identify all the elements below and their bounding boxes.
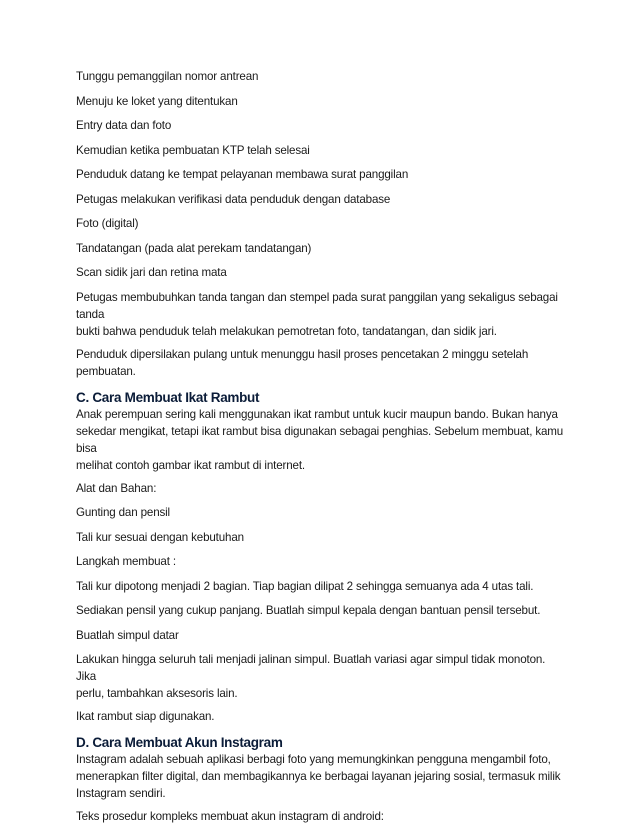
langkah-step: Sediakan pensil yang cukup panjang. Buatlah simpul kepala dengan bantuan pensil tersebut. xyxy=(76,604,541,617)
paragraph-pulang: Penduduk dipersilakan pulang untuk menunggu hasil proses pencetakan 2 minggu setelah pembuatan. xyxy=(76,347,529,378)
paragraph-line: Instagram sendiri. xyxy=(76,787,166,800)
step-line: Scan sidik jari dan retina mata xyxy=(76,266,227,279)
section-d-heading: D. Cara Membuat Akun Instagram xyxy=(76,735,283,750)
alat-label: Alat dan Bahan: xyxy=(76,481,157,495)
langkah-step: Buatlah simpul datar xyxy=(76,628,179,642)
final-line: Ikat rambut siap digunakan. xyxy=(76,710,215,723)
closing-line: Teks prosedur kompleks membuat akun instagram di android: xyxy=(76,810,384,823)
alat-item: Gunting dan pensil xyxy=(76,506,170,519)
step-line: Foto (digital) xyxy=(76,217,139,230)
langkah-step: Tali kur dipotong menjadi 2 bagian. Tiap bagian dilipat 2 sehingga semuanya ada 4 utas tali. xyxy=(76,579,534,593)
paragraph-stempel xyxy=(76,289,566,340)
langkah-label: Langkah membuat : xyxy=(76,555,176,568)
paragraph-line: Anak perempuan sering kali menggunakan ikat rambut untuk kucir maupun bando. Bukan hanya xyxy=(76,407,558,421)
paragraph-line: Instagram adalah sebuah aplikasi berbagi foto yang memungkinkan pengguna mengambil foto, xyxy=(76,753,551,766)
document-body xyxy=(76,68,566,833)
step-line: Penduduk datang ke tempat pelayanan membawa surat panggilan xyxy=(76,168,409,181)
step-line: Kemudian ketika pembuatan KTP telah selesai xyxy=(76,143,310,157)
langkah-step-variasi xyxy=(76,651,566,702)
paragraph-line: menerapkan filter digital, dan membagikannya ke berbagai layanan jejaring sosial, termasuk milik xyxy=(76,770,561,783)
paragraph-line: Lakukan hingga seluruh tali menjadi jalinan simpul. Buatlah variasi agar simpul tidak monoton. Jika xyxy=(76,653,546,683)
step-line: Tunggu pemanggilan nomor antrean xyxy=(76,70,259,83)
alat-item: Tali kur sesuai dengan kebutuhan xyxy=(76,530,244,544)
paragraph-line: melihat contoh gambar ikat rambut di internet. xyxy=(76,458,305,472)
paragraph-line: sekedar mengikat, tetapi ikat rambut bisa digunakan sebagai penghias. Sebelum membuat, kamu bisa xyxy=(76,424,564,455)
step-line: Menuju ke loket yang ditentukan xyxy=(76,94,238,108)
step-line: Entry data dan foto xyxy=(76,119,172,132)
paragraph-line: bukti bahwa penduduk telah melakukan pemotretan foto, tandatangan, dan sidik jari. xyxy=(76,324,497,338)
section-c-heading: C. Cara Membuat Ikat Rambut xyxy=(76,389,260,405)
paragraph-line: perlu, tambahkan aksesoris lain. xyxy=(76,687,238,700)
section-d-intro xyxy=(76,751,566,802)
section-c-intro xyxy=(76,406,566,474)
step-line: Tandatangan (pada alat perekam tandatangan) xyxy=(76,241,312,255)
paragraph-line: Petugas membubuhkan tanda tangan dan stempel pada surat panggilan yang sekaligus sebagai tanda xyxy=(76,290,558,321)
step-line: Petugas melakukan verifikasi data penduduk dengan database xyxy=(76,192,391,206)
